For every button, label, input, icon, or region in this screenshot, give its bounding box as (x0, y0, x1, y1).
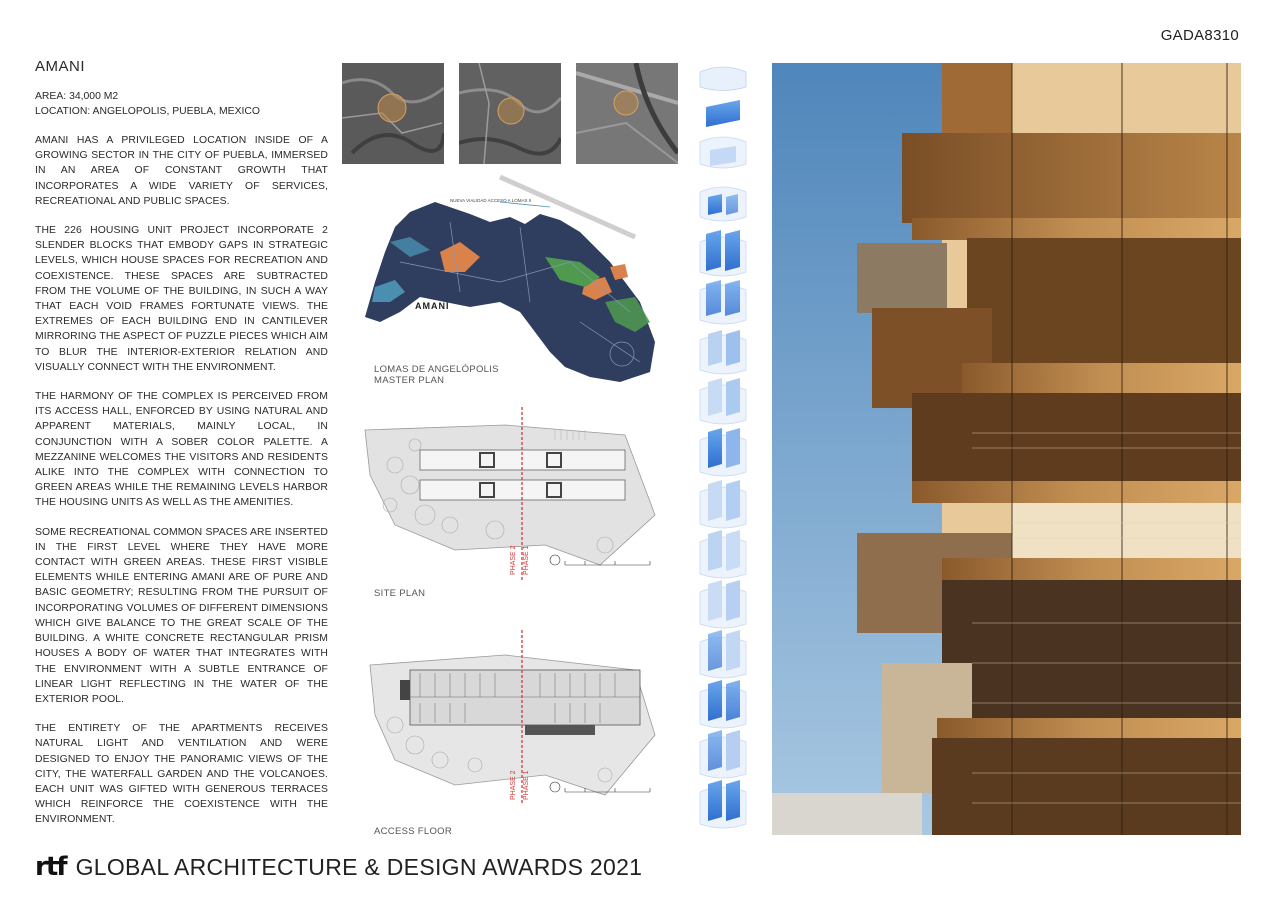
master-plan-map (350, 172, 670, 387)
site-plan-phase1: PHASE 1 (523, 545, 530, 575)
satellite-image-3 (576, 63, 678, 164)
master-plan-label-line1: LOMAS DE ANGELÓPOLIS (374, 364, 499, 375)
master-plan-callout: NUEVA VIALIDAD ACCESO A LOMAS II (450, 198, 532, 203)
paragraph-recreation: SOME RECREATIONAL COMMON SPACES ARE INSERTED IN THE FIRST LEVEL WHERE THEY HAVE MORE CONTACT WITH GREEN AREAS. THESE FIRST VISIBLE ELEMENTS WHILE ENTERING AMANI ARE OF PURE AND BASIC GEOMETRY; RESULTING FROM THE PURSUIT OF INCORPORATING VOLUMES OF DIFFERENT DIMENSIONS WHICH GIVE BALANCE TO THE GREAT SCALE OF THE BUILDING. A WHITE CONCRETE RECTANGULAR PRISM HOUSES A BODY OF WATER THAT INTEGRATES WITH THE ENVIRONMENT WITH A SUBTLE ENTRANCE OF LINEAR LIGHT REFLECTING IN THE WATER OF THE EXTERIOR POOL. (35, 526, 328, 705)
rtf-logo: rtf (35, 852, 66, 882)
site-plan-phase2: PHASE 2 (510, 545, 517, 575)
project-title: AMANI (35, 58, 86, 75)
access-floor-phase2: PHASE 2 (510, 770, 517, 800)
project-area: AREA: 34,000 M2 (35, 91, 119, 102)
access-floor-drawing (355, 625, 665, 815)
master-plan-label-line2: MASTER PLAN (374, 375, 445, 386)
satellite-image-2 (459, 63, 561, 164)
board-code: GADA8310 (1160, 27, 1239, 44)
site-plan-drawing (355, 405, 665, 585)
paragraph-housing: THE 226 HOUSING UNIT PROJECT INCORPORATE 2 SLENDER BLOCKS THAT EMBODY GAPS IN STRATEGIC LEVELS, WHICH HOUSE SPACES FOR RECREATION AND COEXISTENCE. THESE SPACES ARE SUBTRACTED FROM THE VOLUME OF THE BUILDING, IN SUCH A WAY THAT EACH VOID FRAMES FORTUNATE VIEWS. THE EXTREMES OF EACH BUILDING END IN CANTILEVER MIRRORING THE ASPECT OF PUZZLE PIECES WHICH AIM TO BLUR THE INTERIOR-EXTERIOR RELATION AND VISUALLY CONNECT WITH THE ENVIRONMENT. (35, 225, 328, 373)
paragraph-location: AMANI HAS A PRIVILEGED LOCATION INSIDE OF A GROWING SECTOR IN THE CITY OF PUEBLA, IMMERSED IN AN AREA OF CONSTANT GROWTH THAT INCORPORATES A WIDE VARIETY OF SERVICES, RECREATIONAL AND PUBLIC SPACES. (35, 135, 328, 207)
access-floor-label: ACCESS FLOOR (374, 826, 453, 837)
diagram-stack (700, 67, 746, 828)
access-floor-phase1: PHASE 1 (523, 770, 530, 800)
master-plan-logo: AMANI (415, 301, 450, 311)
project-description (35, 58, 328, 842)
project-meta (35, 89, 328, 119)
building-facade-photo (772, 63, 1241, 835)
project-location: LOCATION: ANGELOPOLIS, PUEBLA, MEXICO (35, 106, 261, 117)
paragraph-harmony: THE HARMONY OF THE COMPLEX IS PERCEIVED FROM ITS ACCESS HALL, ENFORCED BY USING NATURAL AND APPARENT MATERIALS, MAINLY LOCAL, IN CONJUNCTION WITH A SOBER COLOR PALETTE. A MEZZANINE WELCOMES THE VISITORS AND RESIDENTS ALIKE INTO THE COMPLEX WITH CONNECTION TO GREEN AREAS WHILE THE REMAINING LEVELS HARBOR THE HOUSING UNITS AS WELL AS THE AMENITIES. (35, 391, 328, 509)
satellite-image-1 (342, 63, 444, 164)
paragraph-apartments: THE ENTIRETY OF THE APARTMENTS RECEIVES NATURAL LIGHT AND VENTILATION AND WERE DESIGNED TO ENJOY THE PANORAMIC VIEWS OF THE CITY, THE WATERFALL GARDEN AND THE VOLCANOES. EACH UNIT WAS GIFTED WITH GENEROUS TERRACES WHICH REINFORCE THE COEXISTENCE WITH THE ENVIRONMENT. (35, 723, 328, 826)
master-plan-label (374, 364, 499, 386)
massing-diagram-strip (696, 62, 750, 834)
award-title: GLOBAL ARCHITECTURE & DESIGN AWARDS 2021 (75, 853, 643, 880)
site-plan-label: SITE PLAN (374, 588, 426, 599)
award-footer (35, 852, 642, 882)
